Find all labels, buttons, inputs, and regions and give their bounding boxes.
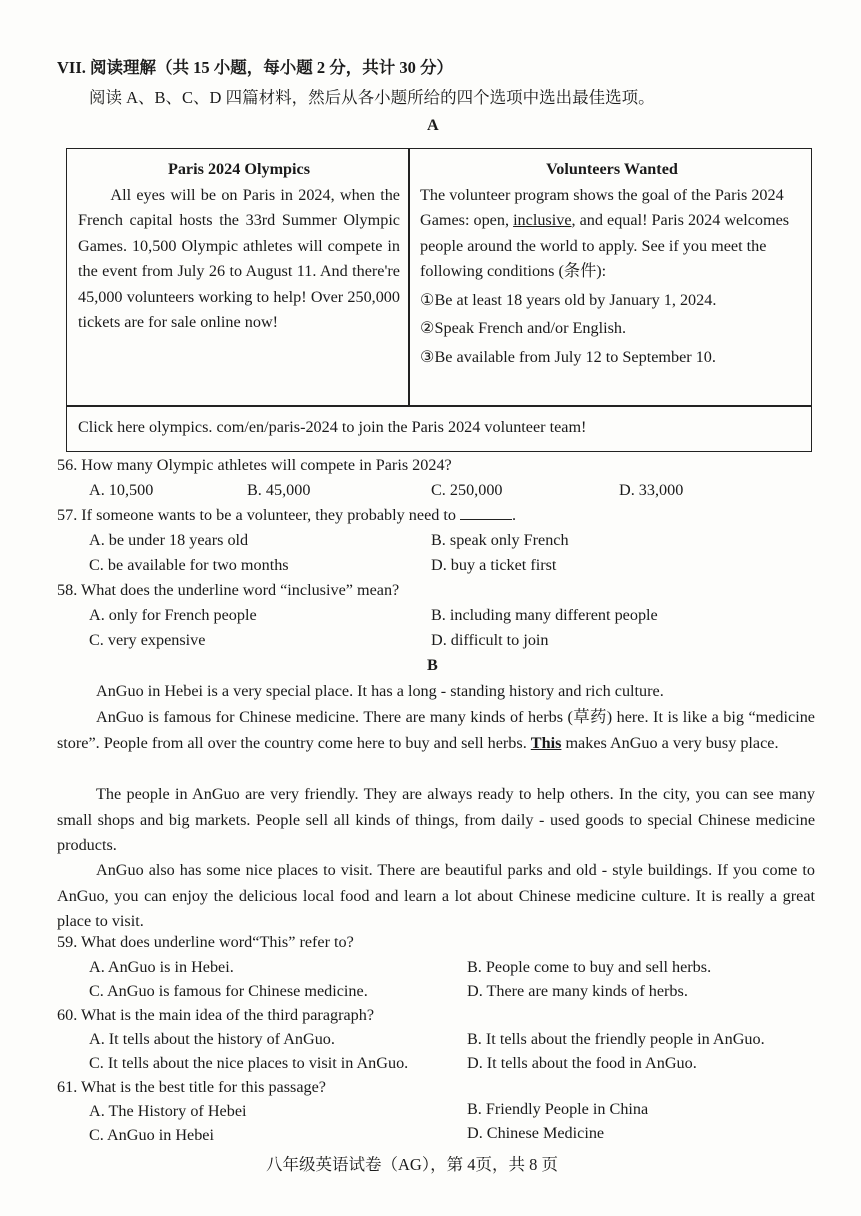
question-61-option-c: C. AnGuo in Hebei (89, 1126, 214, 1144)
condition-item: ③Be available from July 12 to September 10. (420, 347, 716, 366)
passage-a-table (66, 148, 812, 452)
table-divider-vertical (408, 149, 410, 405)
question-57-option-c: C. be available for two months (89, 556, 289, 574)
question-59-option-c: C. AnGuo is famous for Chinese medicine. (89, 982, 368, 1000)
question-57-stem-text: 57. If someone wants to be a volunteer, they probably need to (57, 506, 456, 524)
question-57-stem-end: . (512, 506, 517, 524)
section-instruction: 阅读 A、B、C、D 四篇材料，然后从各小题所给的四个选项中选出最佳选项。 (89, 88, 655, 107)
paragraph-text: AnGuo is famous for Chinese medicine. There are many kinds of herbs (草药) here. It is like a big “medicine store”. People from all over the country come here to buy and sell herbs. (57, 708, 815, 752)
question-56-option-b: B. 45,000 (247, 481, 311, 499)
question-60-stem: 60. What is the main idea of the third paragraph? (57, 1006, 375, 1024)
volunteers-title: Volunteers Wanted (546, 160, 678, 178)
question-59-option-d: D. There are many kinds of herbs. (467, 982, 688, 1000)
passage-b-paragraph-3 (57, 782, 815, 859)
question-58-option-c: C. very expensive (89, 631, 206, 649)
olympics-title: Paris 2024 Olympics (167, 160, 311, 178)
question-60-option-c: C. It tells about the nice places to visit in AnGuo. (89, 1054, 409, 1072)
question-58-option-d: D. difficult to join (431, 631, 549, 649)
volunteer-link-footer: Click here olympics. com/en/paris-2024 to join the Paris 2024 volunteer team! (78, 418, 587, 436)
inclusive-underlined-word: inclusive (513, 211, 572, 229)
question-60-option-a: A. It tells about the history of AnGuo. (89, 1030, 335, 1048)
olympics-column (78, 157, 400, 336)
question-61-option-a: A. The History of Hebei (89, 1102, 247, 1120)
question-57-option-b: B. speak only French (431, 531, 569, 549)
question-59-option-a: A. AnGuo is in Hebei. (89, 958, 234, 976)
question-56-option-c: C. 250,000 (431, 481, 503, 499)
question-61-option-b: B. Friendly People in China (467, 1100, 649, 1118)
question-60-option-d: D. It tells about the food in AnGuo. (467, 1054, 697, 1072)
this-underlined-word: This (530, 733, 562, 752)
olympics-text: All eyes will be on Paris in 2024, when the French capital hosts the 33rd Summer Olympic Games. 10,500 Olympic athletes will compete in the event from July 26 to August 11. And there're 45,000 volunteers working to help! Over 250,000 tickets are for sale online now! (78, 185, 400, 331)
condition-item: ②Speak French and/or English. (420, 319, 627, 337)
volunteers-text-part: , and equal! Paris 2024 welcomes people around the world to apply. See if you meet the following conditions (条件): (420, 211, 790, 280)
passage-b-paragraph-4 (57, 858, 815, 935)
question-61-stem: 61. What is the best title for this passage? (57, 1078, 326, 1096)
volunteers-text-part: The volunteer program shows the goal of the Paris 2024 Games: open, (420, 185, 784, 229)
table-divider-horizontal (67, 405, 811, 407)
paragraph-text: The people in AnGuo are very friendly. They are always ready to help others. In the city, you can see many small shops and big markets. People sell all kinds of things, from daily - used goods to special Chinese medicine products. (57, 785, 815, 854)
section-heading: VII. 阅读理解（共 15 小题，每小题 2 分，共计 30 分） (57, 58, 454, 77)
volunteers-column (420, 157, 804, 370)
question-58-option-b: B. including many different people (431, 606, 658, 624)
passage-b-paragraph-2 (57, 705, 815, 756)
volunteers-text (420, 183, 804, 285)
question-61-option-d: D. Chinese Medicine (467, 1124, 605, 1142)
question-56-stem: 56. How many Olympic athletes will compete in Paris 2024? (57, 456, 452, 474)
question-57-stem (57, 505, 516, 525)
passage-b-paragraph-1 (57, 679, 815, 705)
question-57-option-d: D. buy a ticket first (431, 556, 557, 574)
question-56-option-d: D. 33,000 (619, 481, 684, 499)
condition-item: ①Be at least 18 years old by January 1, 2024. (420, 290, 717, 309)
question-59-stem: 59. What does underline word“This” refer to? (57, 933, 354, 951)
question-57-option-a: A. be under 18 years old (89, 531, 249, 549)
page-footer: 八年级英语试卷（AG），第 4页，共 8 页 (266, 1155, 558, 1174)
passage-b-label: B (427, 656, 438, 674)
question-60-option-b: B. It tells about the friendly people in AnGuo. (467, 1030, 765, 1048)
paragraph-text: makes AnGuo a very busy place. (561, 733, 779, 752)
answer-blank (460, 505, 512, 520)
passage-a-label: A (427, 116, 439, 134)
paragraph-text: AnGuo also has some nice places to visit. There are beautiful parks and old - style buildings. If you come to AnGuo, you can enjoy the delicious local food and learn a lot about Chinese medicine culture. It is really a great place to visit. (57, 861, 815, 930)
question-58-option-a: A. only for French people (89, 606, 257, 624)
question-59-option-b: B. People come to buy and sell herbs. (467, 958, 712, 976)
question-58-stem: 58. What does the underline word “inclusive” mean? (57, 581, 400, 599)
paragraph-text: AnGuo in Hebei is a very special place. It has a long - standing history and rich culture. (96, 682, 664, 700)
question-56-option-a: A. 10,500 (89, 481, 154, 499)
